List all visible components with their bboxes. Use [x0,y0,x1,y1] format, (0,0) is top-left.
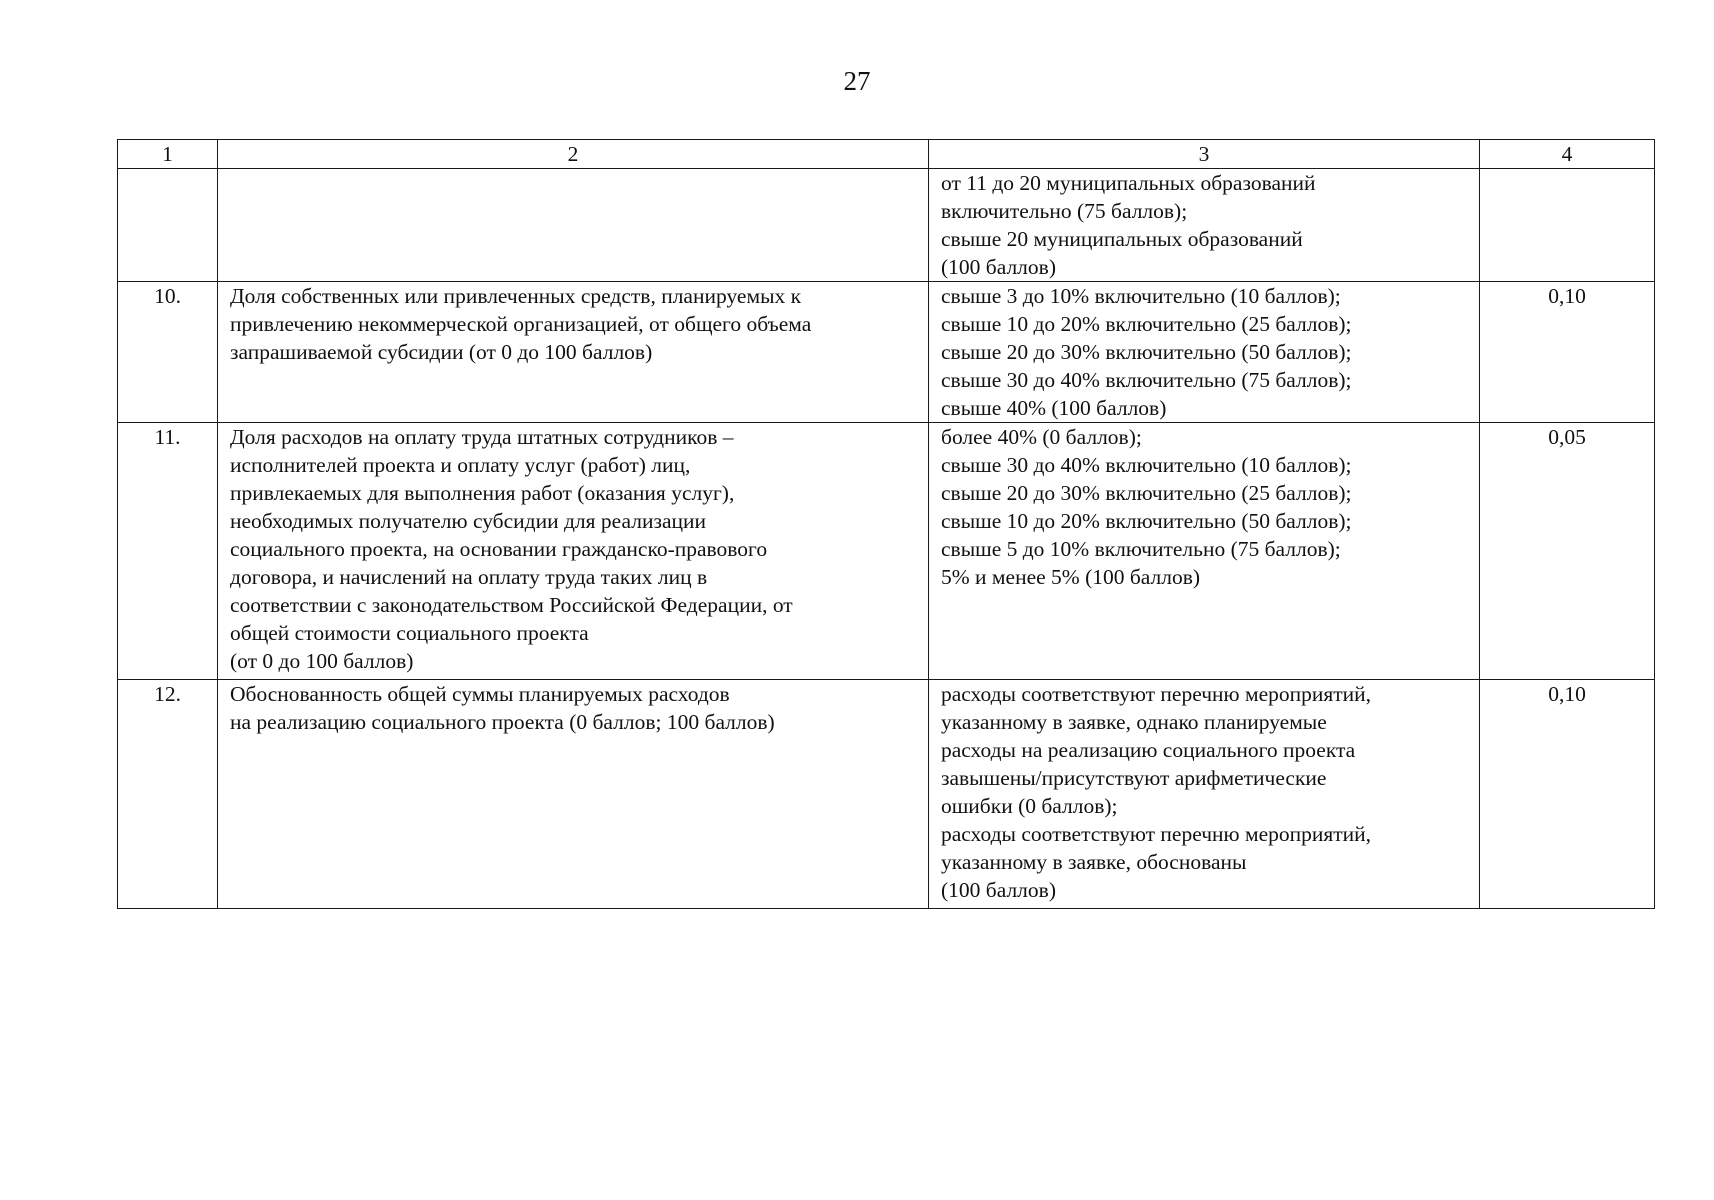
row-number: 12. [118,680,218,909]
criteria-table [117,139,1655,909]
table-row [118,282,1655,423]
table-header-row [118,140,1655,169]
column-header-criterion: 2 [218,140,929,169]
column-header-weight: 4 [1480,140,1655,169]
criterion-weight: 0,05 [1480,423,1655,680]
criterion-name: Обоснованность общей суммы планируемых расходов на реализацию социального проекта (0 баллов; 100 баллов) [218,680,929,909]
criterion-name: Доля расходов на оплату труда штатных сотрудников – исполнителей проекта и оплату услуг (работ) лиц, привлекаемых для выполнения работ (оказания услуг), необходимых получателю субсидии для реализации социального проекта, на основании гражданско-правового договора, и начислений на оплату труда таких лиц в соответствии с законодательством Российской Федерации, от общей стоимости социального проекта (от 0 до 100 баллов) [218,423,929,680]
criterion-scale: расходы соответствуют перечню мероприятий, указанному в заявке, однако планируемые расходы на реализацию социального проекта завышены/присутствуют арифметические ошибки (0 баллов); расходы соответствуют перечню мероприятий, указанному в заявке, обоснованы (100 баллов) [929,680,1480,909]
column-header-number: 1 [118,140,218,169]
criterion-name [218,169,929,282]
criterion-scale: от 11 до 20 муниципальных образований включительно (75 баллов); свыше 20 муниципальных образований (100 баллов) [929,169,1480,282]
row-number: 10. [118,282,218,423]
column-header-scale: 3 [929,140,1480,169]
criterion-scale: более 40% (0 баллов); свыше 30 до 40% включительно (10 баллов); свыше 20 до 30% включительно (25 баллов); свыше 10 до 20% включительно (50 баллов); свыше 5 до 10% включительно (75 баллов); 5% и менее 5% (100 баллов) [929,423,1480,680]
criterion-name: Доля собственных или привлеченных средств, планируемых к привлечению некоммерческой организацией, от общего объема запрашиваемой субсидии (от 0 до 100 баллов) [218,282,929,423]
table-row [118,169,1655,282]
row-number: 11. [118,423,218,680]
row-number [118,169,218,282]
page-number: 27 [843,66,871,96]
table-row [118,680,1655,909]
table-row [118,423,1655,680]
criterion-scale: свыше 3 до 10% включительно (10 баллов); свыше 10 до 20% включительно (25 баллов); свыше 20 до 30% включительно (50 баллов); свыше 30 до 40% включительно (75 баллов); свыше 40% (100 баллов) [929,282,1480,423]
criterion-weight [1480,169,1655,282]
criterion-weight: 0,10 [1480,680,1655,909]
criterion-weight: 0,10 [1480,282,1655,423]
